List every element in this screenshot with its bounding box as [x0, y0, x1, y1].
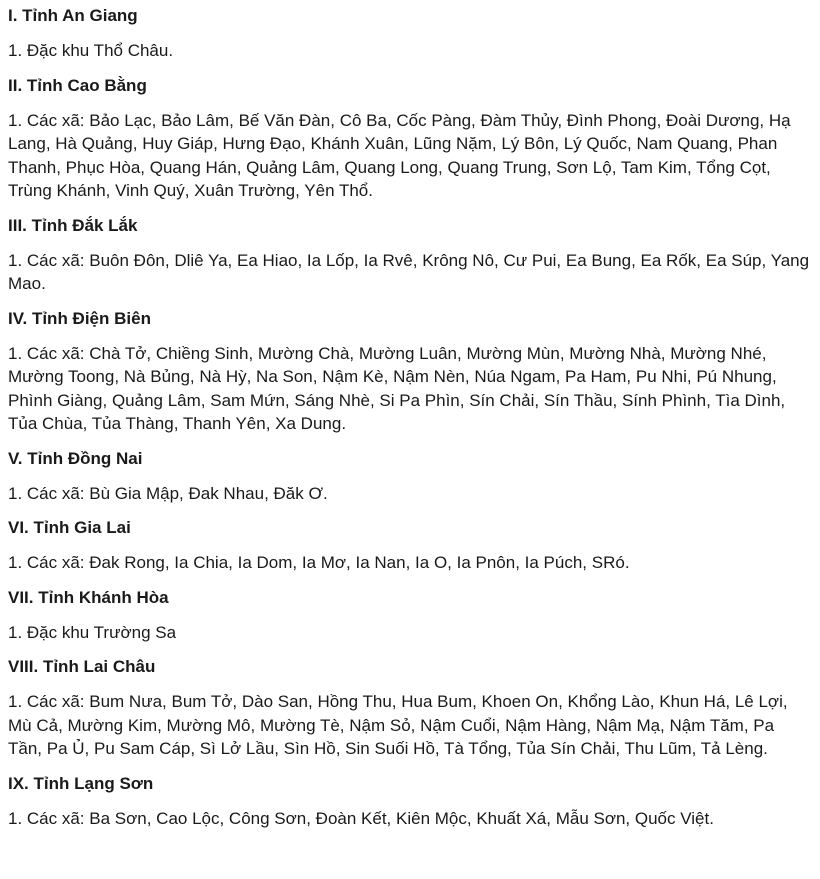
section-body: 1. Các xã: Bum Nưa, Bum Tở, Dào San, Hồng Thu, Hua Bum, Khoen On, Khổng Lào, Khun Há, Lê Lợi, Mù Cả, Mường Kim, Mường Mô, Mường Tè, Nậm Sỏ, Nậm Cuổi, Nậm Hàng, Nậm Mạ, Nậm Tăm, Pa Tần, Pa Ủ, Pu Sam Cáp, Sì Lở Lầu, Sìn Hồ, Sin Suối Hồ, Tà Tổng, Tủa Sín Chải, Thu Lũm, Tả Lèng.	[8, 692, 788, 758]
section-dien-bien	[8, 307, 812, 436]
section-lang-son	[8, 772, 812, 831]
section-body: 1. Các xã: Bảo Lạc, Bảo Lâm, Bế Văn Đàn, Cô Ba, Cốc Pàng, Đàm Thủy, Đình Phong, Đoài Dương, Hạ Lang, Hà Quảng, Huy Giáp, Hưng Đạo, Khánh Xuân, Lũng Nặm, Lý Bôn, Lý Quốc, Nam Quang, Phan Thanh, Phục Hòa, Quang Hán, Quảng Lâm, Quang Long, Quang Trung, Sơn Lộ, Tam Kim, Tổng Cọt, Trùng Khánh, Vinh Quý, Xuân Trường, Yên Thổ.	[8, 110, 791, 200]
section-dong-nai	[8, 447, 812, 506]
section-dak-lak	[8, 214, 812, 296]
section-title: VII. Tỉnh Khánh Hòa	[8, 587, 169, 607]
section-an-giang	[8, 4, 812, 63]
section-khanh-hoa	[8, 586, 812, 645]
section-title: VIII. Tỉnh Lai Châu	[8, 657, 156, 676]
section-body: 1. Các xã: Đak Rong, Ia Chia, Ia Dom, Ia Mơ, Ia Nan, Ia O, Ia Pnôn, Ia Púch, SRó.	[8, 553, 630, 572]
section-title: VI. Tỉnh Gia Lai	[8, 518, 131, 537]
section-title: IV. Tỉnh Điện Biên	[8, 308, 151, 328]
section-body: 1. Các xã: Chà Tở, Chiềng Sinh, Mường Chà, Mường Luân, Mường Mùn, Mường Nhà, Mường Nhé, Mường Toong, Nà Bủng, Nà Hỳ, Na Son, Nậm Kè, Nậm Nèn, Núa Ngam, Pa Ham, Pu Nhi, Pú Nhung, Phình Giàng, Quảng Lâm, Sam Mứn, Sáng Nhè, Si Pa Phìn, Sín Chải, Sín Thầu, Sính Phình, Tìa Dình, Tủa Chùa, Tủa Thàng, Thanh Yên, Xa Dung.	[8, 343, 786, 433]
section-title: III. Tỉnh Đắk Lắk	[8, 215, 138, 235]
section-body: 1. Đặc khu Trường Sa	[8, 622, 177, 642]
section-body: 1. Các xã: Bù Gia Mập, Đak Nhau, Đăk Ơ.	[8, 483, 328, 503]
section-body: 1. Các xã: Ba Sơn, Cao Lộc, Công Sơn, Đoàn Kết, Kiên Mộc, Khuất Xá, Mẫu Sơn, Quốc Việt.	[8, 808, 714, 828]
section-lai-chau	[8, 655, 812, 761]
section-gia-lai	[8, 516, 812, 575]
section-title: I. Tỉnh An Giang	[8, 6, 138, 25]
section-body: 1. Đặc khu Thổ Châu.	[8, 41, 174, 60]
section-title: II. Tỉnh Cao Bằng	[8, 75, 147, 95]
section-title: V. Tỉnh Đồng Nai	[8, 448, 143, 468]
section-body: 1. Các xã: Buôn Đôn, Dliê Ya, Ea Hiao, Ia Lốp, Ia Rvê, Krông Nô, Cư Pui, Ea Bung, Ea Rốk, Ea Súp, Yang Mao.	[8, 250, 810, 293]
section-cao-bang	[8, 74, 812, 203]
section-title: IX. Tỉnh Lạng Sơn	[8, 773, 154, 793]
